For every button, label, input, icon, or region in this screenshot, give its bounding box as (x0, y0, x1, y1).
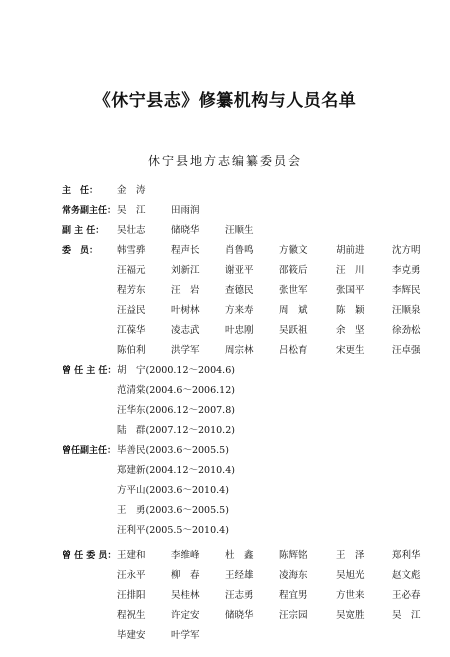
person-name: 沈方明 (392, 245, 421, 256)
tenure-entry: 汪利平(2005.5～2010.4) (117, 525, 229, 536)
person-name: 李维峰 (171, 550, 200, 561)
person-name: 汪益民 (117, 305, 146, 316)
members-row (62, 301, 421, 321)
person-name: 汪 岩 (171, 285, 200, 296)
former-deputy-row (62, 461, 392, 481)
director-row (62, 181, 392, 201)
person-name: 方徽文 (279, 245, 308, 256)
person-name: 叶忠刚 (225, 325, 254, 336)
person-name: 吴跃祖 (279, 325, 308, 336)
person-name: 金 涛 (117, 185, 146, 196)
person-name: 周宗林 (225, 345, 254, 356)
former-deputy-row (62, 441, 392, 461)
person-name: 储晓华 (225, 610, 254, 621)
person-name: 程芳东 (117, 285, 146, 296)
person-name: 吴壮志 (117, 225, 146, 236)
members-row (62, 321, 421, 341)
person-name: 胡前进 (336, 245, 365, 256)
person-name: 汪宗园 (279, 610, 308, 621)
former-members-label: 曾 任 委 员： (62, 551, 117, 561)
person-name: 宋更生 (336, 345, 365, 356)
person-name: 李辉民 (392, 285, 421, 296)
person-name: 陈 颖 (336, 305, 365, 316)
person-name: 郑利华 (392, 550, 421, 561)
former-members-row (62, 606, 421, 626)
person-name: 洪学军 (171, 345, 200, 356)
person-name: 凌志武 (171, 325, 200, 336)
person-name: 谢亚平 (225, 265, 254, 276)
person-name: 吴 江 (117, 205, 146, 216)
tenure-entry: 胡 宁(2000.12～2004.6) (117, 365, 235, 376)
person-name: 刘新江 (171, 265, 200, 276)
former-director-row (62, 421, 392, 441)
former-members-row (62, 586, 421, 606)
person-name: 王 泽 (336, 550, 365, 561)
members-label: 委 员： (62, 246, 99, 256)
person-name: 江葆华 (117, 325, 146, 336)
former-deputy-row (62, 481, 392, 501)
committee-name: 休宁县地方志编纂委员会 (147, 154, 302, 168)
person-name: 柳 春 (171, 570, 200, 581)
tenure-entry: 王 勇(2003.6～2005.5) (117, 505, 229, 516)
former-deputy-row (62, 501, 392, 521)
exec-deputy-label: 常务副主任： (62, 206, 117, 216)
person-name: 方世来 (336, 590, 365, 601)
former-members-row (62, 546, 421, 566)
person-name: 吴旭光 (336, 570, 365, 581)
person-name: 程祝生 (117, 610, 146, 621)
director-label: 主 任： (62, 186, 99, 196)
person-name: 程宜男 (279, 590, 308, 601)
former-deputy-row (62, 521, 392, 541)
former-director-row (62, 361, 392, 381)
person-name: 叶树林 (171, 305, 200, 316)
person-name: 方来寿 (225, 305, 254, 316)
person-name: 许定安 (171, 610, 200, 621)
tenure-entry: 毕善民(2003.6～2005.5) (117, 445, 229, 456)
former-director-label: 曾 任 主 任： (62, 366, 117, 376)
person-name: 查德民 (225, 285, 254, 296)
person-name: 凌海东 (279, 570, 308, 581)
person-name: 邵筱后 (279, 265, 308, 276)
person-name: 汪永平 (117, 570, 146, 581)
deputy-row (62, 221, 392, 241)
exec-deputy-row (62, 201, 392, 221)
person-name: 汪福元 (117, 265, 146, 276)
members-row (62, 341, 421, 361)
person-name: 张世军 (279, 285, 308, 296)
person-name: 王必春 (392, 590, 421, 601)
person-name: 毕建安 (117, 630, 146, 641)
person-name: 肖鲁鸣 (225, 245, 254, 256)
person-name: 汪志勇 (225, 590, 254, 601)
person-name: 杜 鑫 (225, 550, 254, 561)
former-members-row (62, 566, 421, 586)
person-name: 周 斌 (279, 305, 308, 316)
person-name: 汪卓强 (392, 345, 421, 356)
tenure-entry: 郑建新(2004.12～2010.4) (117, 465, 235, 476)
tenure-entry: 汪华东(2006.12～2007.8) (117, 405, 235, 416)
person-name: 徐劲松 (392, 325, 421, 336)
person-name: 陈辉铭 (279, 550, 308, 561)
person-name: 陈伯利 (117, 345, 146, 356)
person-name: 叶学军 (171, 630, 200, 641)
tenure-entry: 方平山(2003.6～2010.4) (117, 485, 229, 496)
person-name: 汪顺泉 (392, 305, 421, 316)
person-name: 王经雄 (225, 570, 254, 581)
person-name: 余 坚 (336, 325, 365, 336)
person-name: 吴桂林 (171, 590, 200, 601)
person-name: 李克勇 (392, 265, 421, 276)
person-name: 吴 江 (392, 610, 421, 621)
former-director-row (62, 381, 392, 401)
person-name: 储晓华 (171, 225, 200, 236)
person-name: 张国平 (336, 285, 365, 296)
person-name: 田雨润 (171, 205, 200, 216)
person-name: 吕松育 (279, 345, 308, 356)
person-name: 汪顺生 (225, 225, 254, 236)
deputy-label: 副 主 任： (62, 226, 105, 236)
members-row (62, 261, 421, 281)
former-members-row (62, 626, 392, 646)
person-name: 吴宽胜 (336, 610, 365, 621)
person-name: 王建和 (117, 550, 146, 561)
former-director-row (62, 401, 392, 421)
person-name: 汪 川 (336, 265, 365, 276)
tenure-entry: 陆 群(2007.12～2010.2) (117, 425, 235, 436)
members-row (62, 241, 421, 261)
page-title: 《休宁县志》修纂机构与人员名单 (93, 91, 357, 111)
former-deputy-label: 曾任副主任： (62, 446, 117, 456)
person-name: 程声长 (171, 245, 200, 256)
roster (62, 181, 421, 646)
person-name: 汪排阳 (117, 590, 146, 601)
members-row (62, 281, 421, 301)
person-name: 赵文彪 (392, 570, 421, 581)
tenure-entry: 范清棠(2004.6～2006.12) (117, 385, 235, 396)
person-name: 韩雪骅 (117, 245, 146, 256)
